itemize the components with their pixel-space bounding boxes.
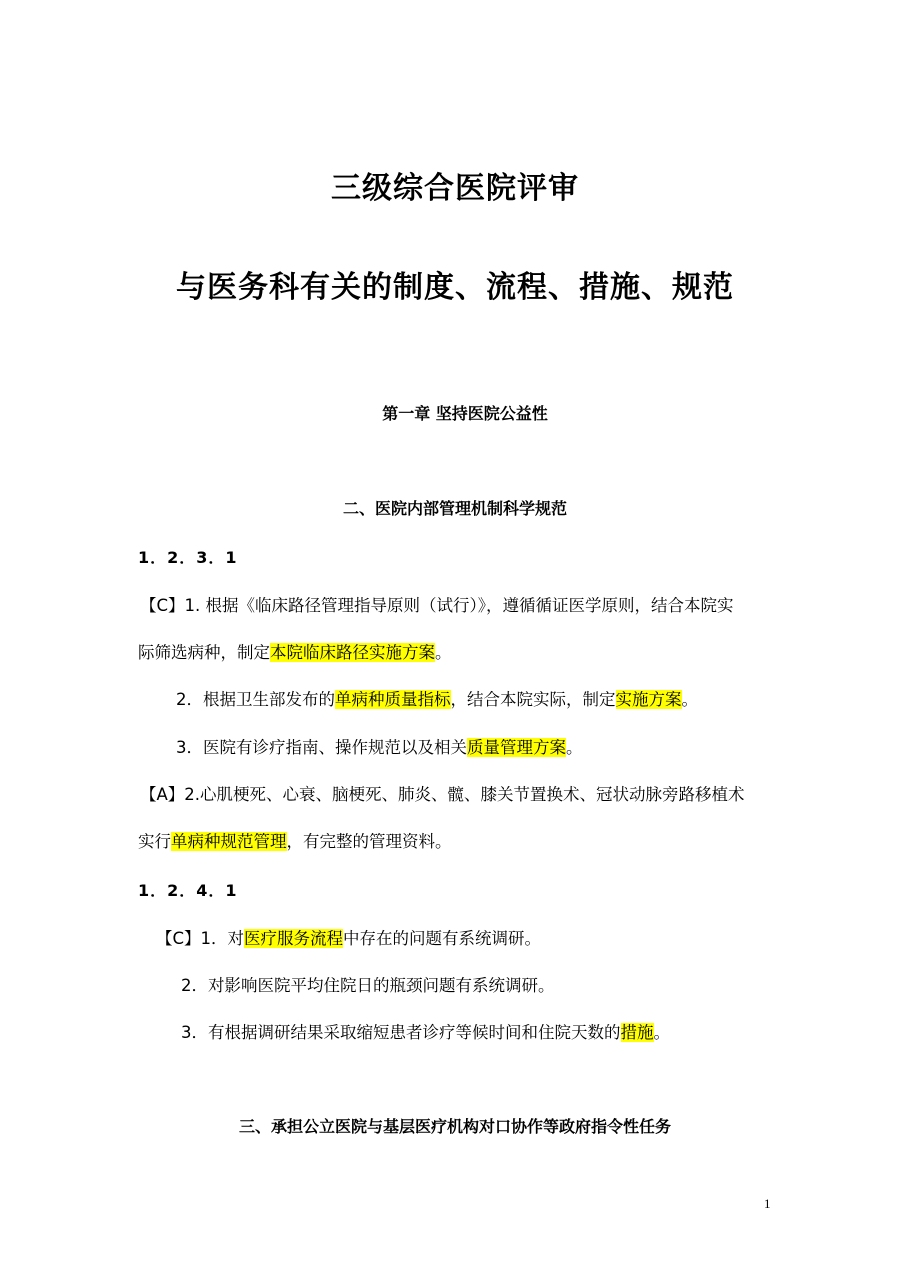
document-title-line1: 三级综合医院评审 (331, 171, 579, 206)
item-1231-a-line1: 【A】2.心肌梗死、心衰、脑梗死、肺炎、髋、膝关节置换术、冠状动脉旁路移植术 (140, 785, 745, 804)
item-1231-c-line2 (138, 639, 452, 663)
highlighted-text: 单病种质量指标 (335, 690, 451, 709)
text: 3．医院有诊疗指南、操作规范以及相关 (176, 738, 467, 757)
text: 。 (566, 738, 583, 757)
text: ，有完整的管理资料。 (286, 832, 452, 851)
item-1231-a-line2 (138, 828, 452, 852)
highlighted-text: 医疗服务流程 (244, 929, 344, 948)
text: 。 (435, 643, 452, 662)
text: 。 (653, 1023, 670, 1042)
chapter-title: 第一章 坚持医院公益性 (382, 404, 548, 423)
text: 【C】1．对 (156, 929, 245, 948)
highlighted-text: 实施方案 (615, 690, 682, 709)
text: 3．有根据调研结果采取缩短患者诊疗等候时间和住院天数的 (181, 1023, 621, 1042)
highlighted-text: 措施 (620, 1023, 654, 1042)
item-1241-c3 (181, 1019, 670, 1043)
section-heading-3: 三、承担公立医院与基层医疗机构对口协作等政府指令性任务 (238, 1117, 671, 1136)
text: 。 (681, 690, 698, 709)
item-number-1241: 1．2．4．1 (138, 881, 238, 900)
page-number: 1 (764, 1196, 771, 1211)
text: 2．根据卫生部发布的 (176, 690, 335, 709)
item-number-1231: 1．2．3．1 (138, 548, 238, 567)
item-1241-c2: 2．对影响医院平均住院日的瓶颈问题有系统调研。 (181, 976, 555, 995)
highlighted-text: 质量管理方案 (467, 738, 566, 757)
item-1231-c3 (176, 734, 583, 758)
item-1241-c1 (156, 925, 541, 949)
item-1231-c-line1: 【C】1. 根据《临床路径管理指导原则（试行）》，遵循循证医学原则，结合本院实 (140, 596, 734, 615)
text: 际筛选病种，制定 (138, 643, 270, 662)
highlighted-text: 本院临床路径实施方案 (270, 643, 435, 662)
text: 实行 (138, 832, 171, 851)
item-1231-c2 (176, 686, 698, 710)
section-heading-2: 二、医院内部管理机制科学规范 (342, 499, 567, 518)
text: 中存在的问题有系统调研。 (343, 929, 542, 948)
highlighted-text: 单病种规范管理 (171, 832, 287, 851)
text: ，结合本院实际，制定 (450, 690, 616, 709)
document-title-line2: 与医务科有关的制度、流程、措施、规范 (176, 270, 734, 305)
